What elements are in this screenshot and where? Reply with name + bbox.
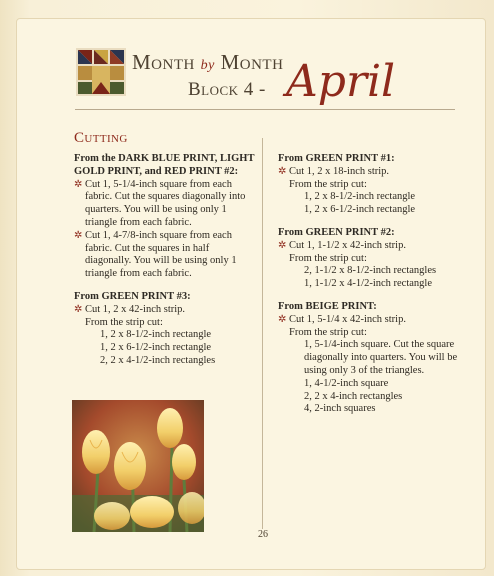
cut-piece: 1, 5-1/4-inch square. Cut the square diagonally into quarters. You will be using only 3 of the triangles.: [304, 339, 458, 376]
cut-piece: 2, 1-1/2 x 8-1/2-inch rectangles: [304, 265, 437, 277]
section-heading: From the DARK BLUE PRINT, LIGHT GOLD PRINT, and RED PRINT #2:: [74, 153, 255, 177]
right-column: [278, 153, 458, 426]
title-rule: [75, 109, 455, 110]
column-divider: [262, 138, 263, 533]
section-beige: [278, 301, 458, 416]
cut-piece: 1, 2 x 8-1/2-inch rectangle: [100, 329, 212, 341]
section-heading: From BEIGE PRINT:: [278, 300, 377, 312]
section-dark-blue: [74, 153, 256, 281]
cut-instruction: ✲ Cut 1, 2 x 42-inch strip.: [74, 303, 186, 315]
strip-cut-label: From the strip cut:: [85, 316, 163, 328]
section-green-2: [278, 227, 458, 291]
cut-piece: 1, 2 x 6-1/2-inch rectangle: [304, 204, 416, 216]
snowflake-bullet-icon: ✲: [278, 313, 287, 325]
title-month-by-month: Month by Month: [132, 50, 284, 74]
cut-piece: 2, 2 x 4-1/2-inch rectangles: [100, 354, 216, 366]
section-green-1: [278, 153, 458, 217]
cut-instruction: ✲ Cut 1, 4-7/8-inch square from each fabric. Cut the squares in half diagonally. You will be using only 1 triangle from each fabric.: [74, 229, 237, 280]
page-number: 26: [258, 529, 268, 540]
cut-piece: 1, 2 x 6-1/2-inch rectangle: [100, 342, 212, 354]
section-heading: From GREEN PRINT #3:: [74, 290, 191, 302]
section-heading: From GREEN PRINT #2:: [278, 226, 395, 238]
cut-piece: 1, 4-1/2-inch square: [304, 377, 389, 389]
cut-instruction: ✲ Cut 1, 5-1/4 x 42-inch strip.: [278, 313, 406, 325]
strip-cut-label: From the strip cut:: [289, 252, 367, 264]
cut-piece: 1, 1-1/2 x 4-1/2-inch rectangle: [304, 278, 432, 290]
title-block-number: Block 4 -: [188, 79, 266, 100]
title-month: April: [286, 56, 396, 107]
snowflake-bullet-icon: ✲: [278, 165, 287, 177]
quilt-block-logo: [76, 48, 126, 96]
cut-instruction: ✲ Cut 1, 2 x 18-inch strip.: [278, 165, 390, 177]
cutting-heading: Cutting: [74, 130, 128, 146]
cut-piece: 1, 2 x 8-1/2-inch rectangle: [304, 191, 416, 203]
section-heading: From GREEN PRINT #1:: [278, 153, 395, 164]
left-column: [74, 153, 256, 378]
tulip-photo: [72, 400, 204, 532]
snowflake-bullet-icon: ✲: [278, 239, 287, 251]
section-green-3: [74, 291, 256, 368]
snowflake-bullet-icon: ✲: [74, 229, 83, 241]
cut-piece: 2, 2 x 4-inch rectangles: [304, 390, 403, 402]
snowflake-bullet-icon: ✲: [74, 303, 83, 315]
cut-piece: 4, 2-inch squares: [304, 403, 376, 415]
snowflake-bullet-icon: ✲: [74, 178, 83, 190]
strip-cut-label: From the strip cut:: [289, 178, 367, 190]
cut-instruction: ✲ Cut 1, 5-1/4-inch square from each fabric. Cut the squares diagonally into quarters. You will be using only 1 triangle from each fabric.: [74, 178, 246, 228]
cut-instruction: ✲ Cut 1, 1-1/2 x 42-inch strip.: [278, 239, 406, 251]
strip-cut-label: From the strip cut:: [289, 326, 367, 338]
